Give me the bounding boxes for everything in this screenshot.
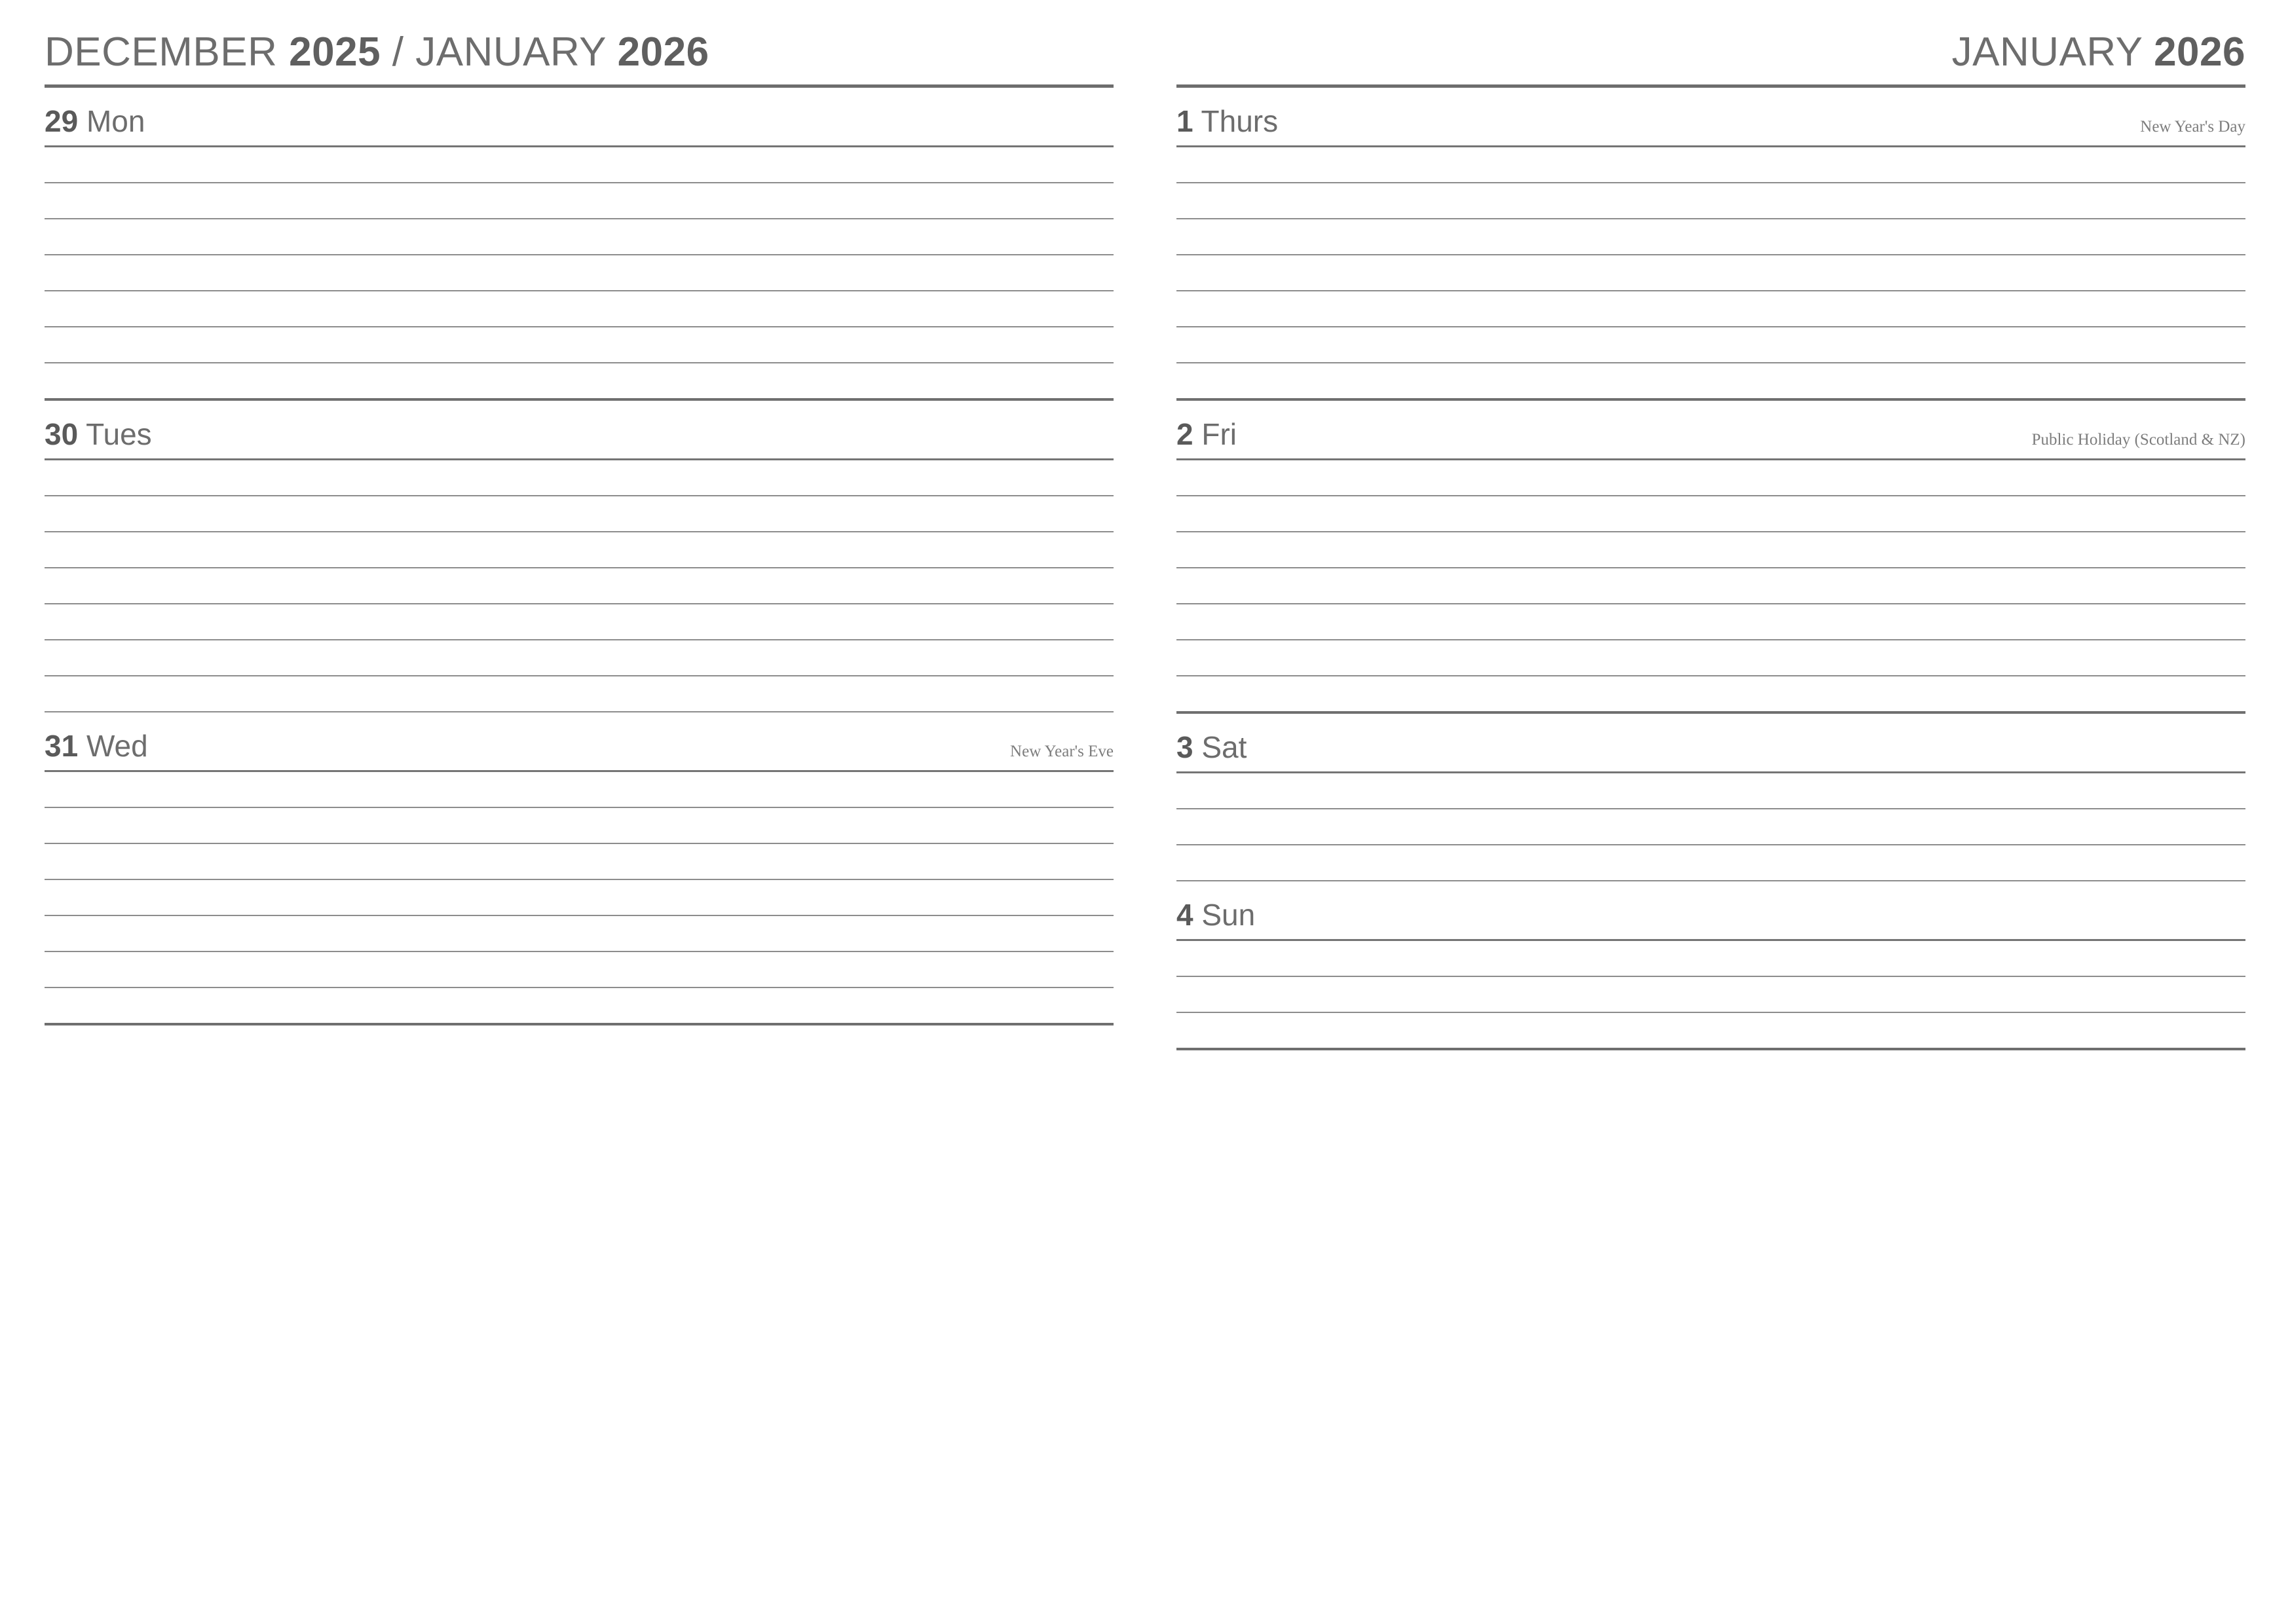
- writing-line[interactable]: [1176, 845, 2245, 881]
- writing-line[interactable]: [1176, 773, 2245, 809]
- writing-line[interactable]: [1176, 568, 2245, 604]
- day-block-2: [1176, 401, 2245, 714]
- writing-line[interactable]: [1176, 676, 2245, 714]
- day-header-3: [1176, 714, 2245, 773]
- writing-line[interactable]: [1176, 941, 2245, 977]
- writing-line[interactable]: [45, 255, 1114, 291]
- writing-lines-1[interactable]: [1176, 147, 2245, 401]
- day-weekday-31: Wed: [86, 729, 148, 763]
- writing-line[interactable]: [1176, 363, 2245, 401]
- day-header-31: [45, 712, 1114, 772]
- day-header-4: [1176, 881, 2245, 941]
- day-weekday-1: Thurs: [1201, 104, 1279, 138]
- writing-line[interactable]: [1176, 291, 2245, 327]
- day-number-4: 4: [1176, 898, 1193, 932]
- writing-line[interactable]: [45, 327, 1114, 363]
- writing-line[interactable]: [45, 808, 1114, 844]
- right-header-month: JANUARY: [1951, 29, 2143, 75]
- writing-line[interactable]: [45, 640, 1114, 676]
- day-block-3: [1176, 714, 2245, 881]
- day-number-30: 30: [45, 417, 79, 451]
- writing-line[interactable]: [45, 952, 1114, 988]
- writing-line[interactable]: [45, 147, 1114, 183]
- writing-line[interactable]: [45, 532, 1114, 568]
- writing-line[interactable]: [45, 496, 1114, 532]
- day-number-3: 3: [1176, 730, 1193, 764]
- day-weekday-30: Tues: [86, 417, 152, 451]
- writing-line[interactable]: [45, 568, 1114, 604]
- writing-lines-3[interactable]: [1176, 773, 2245, 881]
- writing-line[interactable]: [1176, 183, 2245, 219]
- writing-line[interactable]: [45, 988, 1114, 1025]
- day-block-31: [45, 712, 1114, 1025]
- left-header-month-first: DECEMBER: [45, 29, 278, 75]
- day-title-4: [1176, 897, 1255, 932]
- left-header-year-second: 2026: [617, 29, 709, 75]
- left-header-separator: /: [381, 29, 416, 75]
- writing-lines-4[interactable]: [1176, 941, 2245, 1050]
- day-header-30: [45, 401, 1114, 460]
- writing-line[interactable]: [45, 676, 1114, 712]
- day-number-1: 1: [1176, 104, 1193, 138]
- day-block-1: [1176, 88, 2245, 401]
- writing-lines-31[interactable]: [45, 772, 1114, 1025]
- writing-line[interactable]: [1176, 496, 2245, 532]
- writing-line[interactable]: [45, 291, 1114, 327]
- day-title-30: [45, 416, 152, 452]
- writing-line[interactable]: [45, 916, 1114, 952]
- day-number-2: 2: [1176, 417, 1193, 451]
- day-weekday-2: Fri: [1201, 417, 1237, 451]
- day-header-2: [1176, 401, 2245, 460]
- writing-line[interactable]: [1176, 977, 2245, 1013]
- writing-line[interactable]: [1176, 1013, 2245, 1050]
- right-header-year: 2026: [2154, 29, 2245, 75]
- day-number-29: 29: [45, 104, 79, 138]
- writing-line[interactable]: [1176, 219, 2245, 255]
- day-weekday-4: Sun: [1201, 898, 1256, 932]
- writing-lines-29[interactable]: [45, 147, 1114, 401]
- day-title-2: [1176, 416, 1237, 452]
- writing-line[interactable]: [45, 604, 1114, 640]
- day-number-31: 31: [45, 729, 79, 763]
- writing-line[interactable]: [45, 772, 1114, 808]
- right-page-header: [1176, 29, 2245, 88]
- writing-line[interactable]: [45, 880, 1114, 916]
- writing-line[interactable]: [1176, 809, 2245, 845]
- writing-line[interactable]: [1176, 640, 2245, 676]
- day-weekday-3: Sat: [1201, 730, 1247, 764]
- right-page: [1145, 0, 2290, 1624]
- writing-line[interactable]: [45, 844, 1114, 880]
- writing-line[interactable]: [1176, 532, 2245, 568]
- left-page-header: [45, 29, 1114, 88]
- day-header-29: [45, 88, 1114, 147]
- writing-line[interactable]: [1176, 327, 2245, 363]
- left-header-year-first: 2025: [289, 29, 381, 75]
- day-block-4: [1176, 881, 2245, 1050]
- day-title-31: [45, 728, 148, 764]
- writing-lines-30[interactable]: [45, 460, 1114, 712]
- writing-line[interactable]: [1176, 460, 2245, 496]
- writing-line[interactable]: [45, 363, 1114, 401]
- day-weekday-29: Mon: [86, 104, 145, 138]
- day-block-30: [45, 401, 1114, 712]
- day-title-3: [1176, 729, 1247, 765]
- writing-line[interactable]: [1176, 255, 2245, 291]
- day-note-1: New Year's Day: [2140, 118, 2245, 136]
- day-title-29: [45, 103, 145, 139]
- writing-lines-2[interactable]: [1176, 460, 2245, 714]
- writing-line[interactable]: [45, 183, 1114, 219]
- day-block-29: [45, 88, 1114, 401]
- day-note-31: New Year's Eve: [1010, 743, 1114, 760]
- day-note-2: Public Holiday (Scotland & NZ): [2031, 431, 2245, 449]
- day-header-1: [1176, 88, 2245, 147]
- writing-line[interactable]: [45, 460, 1114, 496]
- left-header-month-second: JANUARY: [415, 29, 606, 75]
- writing-line[interactable]: [1176, 147, 2245, 183]
- writing-line[interactable]: [1176, 604, 2245, 640]
- day-title-1: [1176, 103, 1278, 139]
- writing-line[interactable]: [45, 219, 1114, 255]
